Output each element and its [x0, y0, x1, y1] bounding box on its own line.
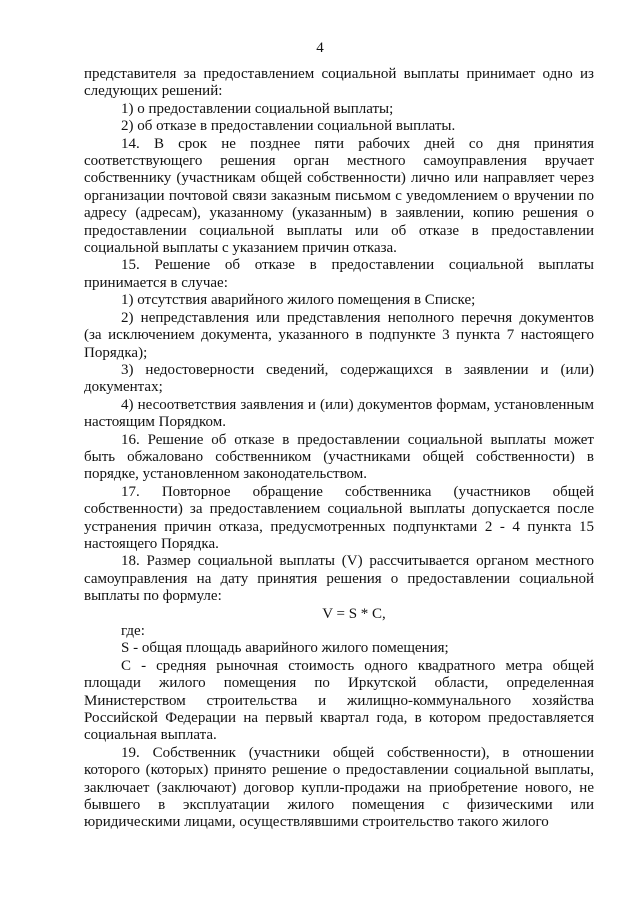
paragraph-16: 16. Решение об отказе в предоставлении социальной выплаты может быть обжаловано собственником (участниками общей собственности) в порядке, установленном законодательством.: [84, 431, 594, 483]
formula-where: где:: [121, 623, 145, 639]
list-item: 4) несоответствия заявления и (или) документов формам, установленным настоящим Порядком.: [84, 396, 594, 431]
document-body: [84, 66, 594, 832]
paragraph-17: 17. Повторное обращение собственника (участников общей собственности) за предоставлением социальной выплаты допускается после устранения причин отказа, предусмотренных подпунктами 2 - 4 пункта 15 настоящего Порядка.: [84, 483, 594, 552]
list-item: 2) непредставления или представления неполного перечня документов (за исключением документа, указанного в подпункте 3 пункта 7 настоящего Порядка);: [84, 309, 594, 361]
list-item: 1) отсутствия аварийного жилого помещения в Списке;: [121, 292, 476, 309]
list-item: 2) об отказе в предоставлении социальной выплаты.: [121, 118, 456, 135]
paragraph-intro: представителя за предоставлением социальной выплаты принимает одно из следующих решений:: [84, 66, 594, 100]
list-item: 3) недостоверности сведений, содержащихся в заявлении и (или) документах;: [84, 361, 594, 396]
paragraph-15: 15. Решение об отказе в предоставлении социальной выплаты принимается в случае:: [84, 257, 594, 291]
paragraph-18: 18. Размер социальной выплаты (V) рассчитывается органом местного самоуправления на дату принятия решения о предоставлении социальной выплаты по формуле:: [84, 553, 594, 605]
list-item: 1) о предоставлении социальной выплаты;: [121, 100, 394, 117]
paragraph-14: 14. В срок не позднее пяти рабочих дней со дня принятия соответствующего решения орган местного самоуправления вручает собственнику (участникам общей собственности) лично или направляет через организации почтовой связи заказным письмом с уведомлением о вручении по адресу (адресам), указанному (указанным) в заявлении, копию решения о предоставлении социальной выплаты или об отказе в предоставлении социальной выплаты с указанием причин отказа.: [84, 135, 594, 257]
page-number: 4: [316, 40, 324, 56]
formula-definition-s: S - общая площадь аварийного жилого помещения;: [121, 640, 449, 657]
formula-definition-c: C - средняя рыночная стоимость одного квадратного метра общей площади жилого помещения по Иркутской области, определенная Министерством строительства и жилищно-коммунального хозяйства Российской Федерации на первый квартал года, в котором предоставляется социальная выплата.: [84, 657, 594, 744]
paragraph-19: 19. Собственник (участники общей собственности), в отношении которого (которых) принято решение о предоставлении социальной выплаты, заключает (заключают) договор купли-продажи на приобретение нового, не бывшего в эксплуатации жилого помещения с физическими или юридическими лицами, осуществлявшими строительство такого жилого: [84, 744, 594, 831]
formula: V = S * C,: [322, 605, 386, 622]
